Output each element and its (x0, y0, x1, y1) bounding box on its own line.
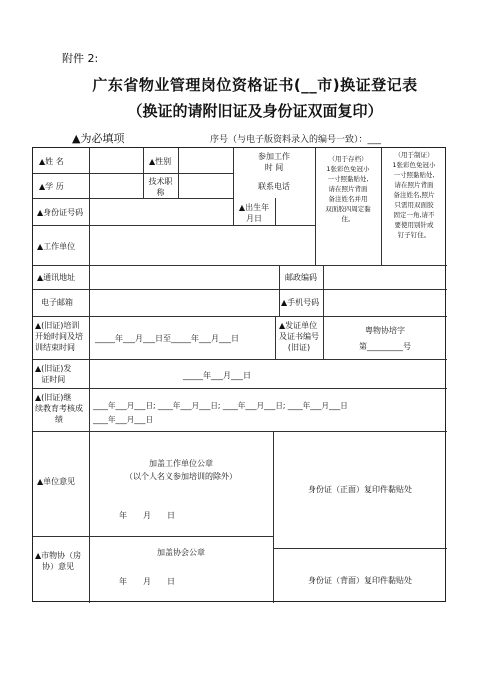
training-period-label-line2: 开始时间及培 (35, 332, 83, 341)
col-divider (315, 148, 316, 265)
row-divider (33, 388, 447, 389)
tech-title-label-line2: 称 (156, 188, 165, 197)
row-divider (33, 316, 447, 317)
association-seal-text: 加盖协会公章 (157, 548, 205, 557)
name-label: ▲姓 名 (39, 157, 64, 166)
gender-label: ▲性别 (149, 157, 172, 166)
issuer-label-line2: 及证书编号 (279, 332, 319, 341)
registration-form-table (32, 147, 446, 602)
photo-archive-text-line: （用于存档） (328, 155, 368, 163)
education-label: ▲学 历 (39, 182, 64, 191)
issue-date-label (35, 363, 71, 385)
row-divider (33, 359, 447, 360)
photo-archive-text-line: 1张彩色免冠小 (326, 165, 370, 173)
unit-seal-note: （以个人名义参加培训的除外） (125, 472, 237, 481)
photo-archive-text-line: 请在照片背面 (328, 185, 368, 193)
tech-title-label-line1: 技术职 (148, 177, 173, 186)
id-back-paste-area: 身份证（背面）复印件黏贴处 (308, 576, 412, 585)
photo-cert-text-line: 请在照片背面 (394, 181, 434, 189)
training-period-label-line1: ▲(旧证)培训 (35, 321, 80, 330)
continuing-education-label-line1: ▲(旧证)继 (35, 393, 72, 402)
work-start-label (233, 151, 315, 173)
photo-cert-text-line: 要使用别针或 (394, 221, 434, 229)
row-divider (33, 431, 447, 432)
address-label: ▲通讯地址 (37, 273, 76, 282)
email-label: 电子邮箱 (41, 298, 73, 307)
col-divider (275, 316, 276, 359)
photo-cert-text-line: 一寸照黏贴处, (393, 171, 435, 179)
work-start-label-line1: 参加工作 (258, 152, 290, 161)
attachment-label: 附件 2: (62, 52, 99, 65)
birth-date-label-line1: ▲出生年 (238, 203, 270, 212)
issuer-label (279, 320, 319, 353)
unit-opinion-date: 年 月 日 (119, 511, 175, 520)
mobile-label: ▲手机号码 (281, 298, 320, 307)
association-opinion-date: 年 月 日 (119, 577, 175, 586)
association-opinion-label (35, 550, 81, 572)
row-divider (273, 548, 447, 549)
photo-cert-text-line: （用于制证） (394, 151, 434, 159)
form-title: 广东省物业管理岗位资格证书(__市)换证登记表 (92, 76, 418, 94)
photo-archive-text-line: 备注姓名并用 (328, 195, 368, 203)
row-divider (33, 198, 233, 199)
phone-label: 联系电话 (258, 182, 290, 191)
col-divider (323, 265, 324, 316)
employer-label: ▲工作单位 (37, 242, 76, 251)
photo-archive-text-line: 住。 (341, 215, 355, 223)
birth-date-label (233, 202, 275, 224)
form-subtitle: （换证的请附旧证及身份证双面复印） (127, 102, 383, 120)
cert-org-text: 粤物协培字 (365, 326, 405, 335)
col-divider (275, 198, 276, 225)
row-divider (33, 289, 447, 290)
photo-cert-box (383, 150, 445, 240)
col-divider (381, 148, 382, 265)
id-number-label: ▲身份证号码 (37, 208, 84, 217)
continuing-education-label-line2: 续教育考核成 (35, 404, 83, 413)
training-period-value: _____年___月___日至_____年___月___日 (95, 334, 239, 343)
photo-cert-text-line: 钉子钉住。 (397, 231, 431, 239)
id-front-paste-area: 身份证（正面）复印件黏贴处 (308, 485, 412, 494)
unit-opinion-label: ▲单位意见 (37, 477, 76, 486)
association-opinion-label-line1: ▲市物协（房 (35, 551, 82, 560)
photo-archive-text-line: 双面胶四周定黏 (325, 205, 371, 213)
row-divider (33, 225, 315, 226)
birth-date-label-line2: 月日 (246, 214, 262, 223)
serial-number-note: 序号（与电子版资料录入的编号一致）：___ (210, 135, 382, 145)
work-start-label-line2: 时 间 (264, 163, 284, 172)
photo-cert-text-line: 1张彩色免冠小 (392, 161, 436, 169)
tech-title-label (143, 176, 178, 198)
issue-date-value: _____年___月___日 (183, 371, 251, 380)
col-divider (323, 316, 324, 359)
issue-date-label-line1: ▲(旧证)发 (35, 364, 72, 373)
row-divider (33, 536, 273, 537)
unit-seal-text: 加盖工作单位公章 (149, 459, 213, 468)
cert-number-text: 第_________号 (359, 342, 411, 351)
photo-cert-text-line: 备注姓名,照片 (393, 191, 435, 199)
issuer-label-line1: ▲发证单位 (279, 321, 318, 330)
continuing-education-value-1: ____年___月___日; ____年___月___日; ____年___月___日; ____年___月___日 (93, 401, 348, 410)
issue-date-label-line2: 证时间 (41, 375, 66, 384)
association-opinion-label-line2: 协）意见 (42, 562, 75, 571)
continuing-education-value-2: ____年___月___日 (93, 415, 153, 424)
training-period-label-line3: 训结束时间 (35, 343, 75, 352)
photo-archive-box (317, 154, 379, 224)
photo-cert-text-line: 只需用双面胶 (394, 201, 434, 209)
row-divider (33, 173, 233, 174)
required-note: ▲为必填项 (72, 132, 125, 145)
continuing-education-label-line3: 绩 (55, 415, 63, 424)
row-divider (33, 265, 447, 266)
issuer-label-line3: (旧证) (287, 343, 311, 352)
postcode-label: 邮政编码 (285, 273, 317, 282)
photo-archive-text-line: 一寸照黏贴处, (327, 175, 369, 183)
photo-cert-text-line: 固定一角,请不 (393, 211, 435, 219)
col-divider (89, 148, 90, 603)
col-divider (178, 148, 179, 198)
continuing-education-label (35, 392, 83, 425)
training-period-label (35, 320, 83, 353)
